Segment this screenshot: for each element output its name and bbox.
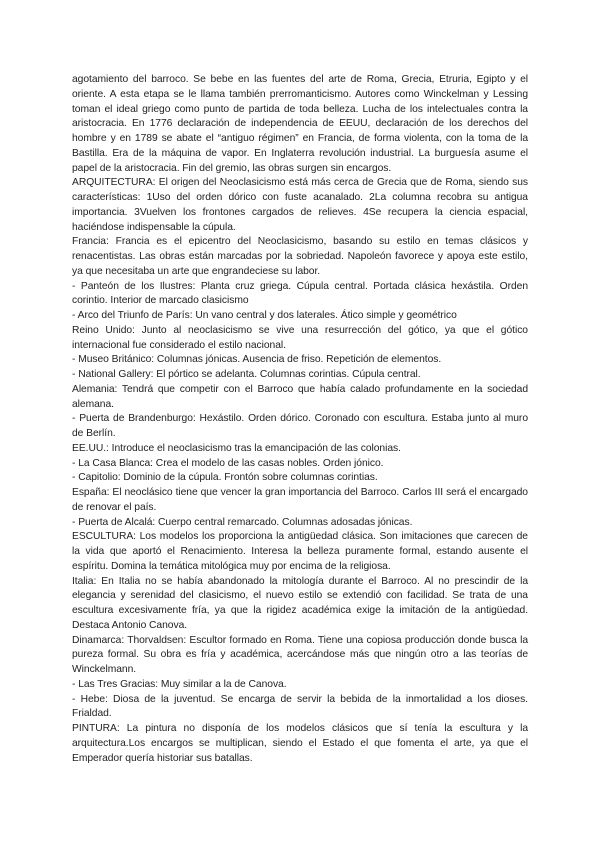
paragraph-francia: Francia: Francia es el epicentro del Neoclasicismo, basando su estilo en temas clásicos y renacentistas. Las obras están marcadas por la sobriedad. Napoleón favorece y apoya este estilo, ya que necesitaba un arte que engrandeciese su labor. — [72, 236, 528, 277]
list-item-casa-blanca: - La Casa Blanca: Crea el modelo de las casas nobles. Orden jónico. — [72, 457, 384, 469]
list-item-puerta-alcala: - Puerta de Alcalá: Cuerpo central remarcado. Columnas adosadas jónicas. — [72, 516, 413, 528]
paragraph-pintura: PINTURA: La pintura no disponía de los modelos clásicos que sí tenía la escultura y la arquitectura.Los encargos se multiplican, siendo el Estado el que fomenta el arte, ya que el Emperador quería historiar sus batallas. — [72, 723, 528, 764]
paragraph-alemania: Alemania: Tendrá que competir con el Barroco que había calado profundamente en la sociedad alemana. — [72, 383, 528, 410]
paragraph-escultura: ESCULTURA: Los modelos los proporciona la antigüedad clásica. Son imitaciones que carecen de la vida que aportó el Renacimiento. Interesa la belleza puramente formal, estando ausente el espíritu. Domina la temática mitológica muy por encima de la religiosa. — [72, 531, 528, 572]
list-item-capitolio: - Capitolio: Dominio de la cúpula. Frontón sobre columnas corintias. — [72, 472, 378, 484]
list-item-national-gallery: - National Gallery: El pórtico se adelanta. Columnas corintias. Cúpula central. — [72, 369, 421, 380]
document-page — [72, 73, 528, 766]
list-item-arco-triunfo: - Arco del Triunfo de París: Un vano central y dos laterales. Ático simple y geométrico — [72, 310, 457, 321]
list-item-brandenburgo: - Puerta de Brandenburgo: Hexástilo. Orden dórico. Coronado con escultura. Estaba junto al muro de Berlín. — [72, 413, 528, 439]
list-item-hebe: - Hebe: Diosa de la juventud. Se encarga de servir la bebida de la inmortalidad a los dioses. Frialdad. — [72, 693, 528, 720]
paragraph-intro: agotamiento del barroco. Se bebe en las fuentes del arte de Roma, Grecia, Etruria, Egipto y el oriente. A esta etapa se le llama también prerromanticismo. Autores como Winckelman y Lessing toman el ideal griego como punto de partida de toda belleza. Lucha de los intelectuales contra la aristocracia. En 1776 declaración de independencia de EEUU, declaración de los derechos del hombre y en 1789 se abate el “antiguo régimen” en Francia, de forma violenta, con la toma de la Bastilla. Era de la máquina de vapor. En Inglaterra revolución industrial. La burguesía asume el papel de la aristocracia. Fin del gremio, las obras surgen sin encargos. — [72, 74, 528, 174]
paragraph-espana: España: El neoclásico tiene que vencer la gran importancia del Barroco. Carlos III será el encargado de renovar el país. — [72, 487, 528, 513]
paragraph-eeuu: EE.UU.: Introduce el neoclasicismo tras la emancipación de las colonias. — [72, 442, 401, 454]
paragraph-italia: Italia: En Italia no se había abandonado la mitología durante el Barroco. Al no prescindir de la elegancia y serenidad del clasicismo, el nuevo estilo se extendió con facilidad. Se trata de una escultura excesivamente fría, ya que la rigidez académica exige la imitación de la antigüedad. Destaca Antonio Canova. — [72, 575, 528, 631]
paragraph-dinamarca: Dinamarca: Thorvaldsen: Escultor formado en Roma. Tiene una copiosa producción donde busca la pureza formal. Su obra es fría y académica, acercándose más que ningún otro a las teorías de Winckelmann. — [72, 634, 528, 675]
list-item-museo-britanico: - Museo Británico: Columnas jónicas. Ausencia de friso. Repetición de elementos. — [72, 354, 442, 366]
list-item-panteon: - Panteón de los Ilustres: Planta cruz griega. Cúpula central. Portada clásica hexástila. Orden corintio. Interior de marcado clasicismo — [72, 280, 528, 307]
paragraph-arquitectura: ARQUITECTURA: El origen del Neoclasicismo está más cerca de Grecia que de Roma, siendo sus características: 1Uso del orden dórico con fuste acanalado. 2La columna recobra su antigua importancia. 3Vuelven los frontones cargados de relieves. 4Se recupera la ciencia espacial, haciéndose indispensable la cúpula. — [72, 177, 528, 233]
paragraph-reino-unido: Reino Unido: Junto al neoclasicismo se vive una resurrección del gótico, ya que el gótico internacional fue considerado el estilo nacional. — [72, 324, 528, 351]
list-item-tres-gracias: - Las Tres Gracias: Muy similar a la de Canova. — [72, 678, 287, 690]
